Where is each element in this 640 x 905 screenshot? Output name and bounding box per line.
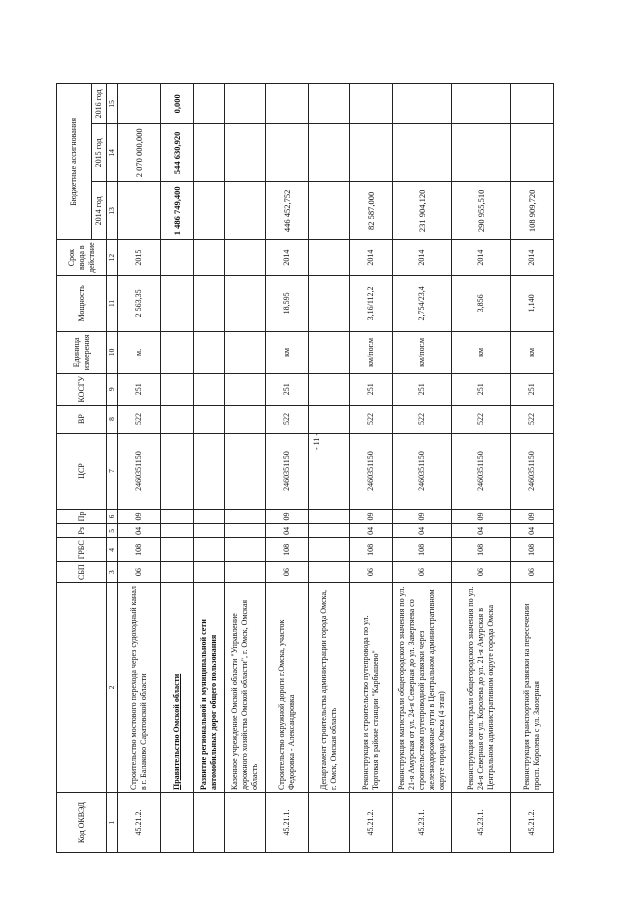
table-row: 45.21.2. Строительство мостового перехода через судоходный канал в г. Балаково Саратовской области 06 108 04 09 2460351150 522 251 м. 2 563,35 2015 2 070 000,000	[118, 84, 161, 853]
col-vr: ВР	[57, 405, 107, 433]
col-csr: ЦСР	[57, 433, 107, 509]
table-row: Развитие региональной и муниципальной сети автомобильных дорог общего пользования	[194, 84, 225, 853]
table-row: 45.23.1. Реконструкция магистрали общегородского значения по ул. 24-я Северная от ул. Королева до ул. 21-я Амурская в Центральном административном округе города Омска 06 108 04 09 2460351150 522 251 км 3,856 2014 290 955,510	[452, 84, 511, 853]
table-row: Казенное учреждение Омской области "Управление дорожного хозяйства Омской области", г. Омск, Омская область	[225, 84, 266, 853]
col-unit: Единица измерения	[57, 331, 107, 373]
col-year-2: 2015 год	[92, 124, 107, 182]
table-row: Департамент строительства администрации города Омска, г. Омск, Омская область	[309, 84, 350, 853]
table-row: 45.21.2. Реконструкция и строительство путепровода по ул. Торговая в районе станции "Карбышево" 06 108 04 09 2460351150 522 251 км/пог.м 3,16/112,2 2014 82 587,000	[350, 84, 393, 853]
table-row: 45.23.1. Реконструкция магистрали общегородского значения по ул. 21-я Амурская от ул. 24-я Северная до ул. Завертяева со строительством путепроводной развязки через железнодорожные пути в Центральном административном округе города Омска (4 этап) 06 108 04 09 2460351150 522 251 км/пог.м 2,754/23,4 2014 231 904,120	[393, 84, 452, 853]
col-rz: Рз	[57, 524, 107, 538]
col-budget: Бюджетные ассигнования	[57, 84, 92, 240]
col-kosgu: КОСГУ	[57, 373, 107, 405]
table-row: 45.21.2. Реконструкция транспортной развязки на пересечении просп. Королева с ул. Заозерная 06 108 04 09 2460351150 522 251 км 1,140 2014 108 909,720	[511, 84, 554, 853]
table-row: Правительство Омской области 1 486 749,400 544 630,920 0,000	[161, 84, 194, 853]
page-number: - 11 -	[312, 432, 322, 451]
col-capacity: Мощность	[57, 275, 107, 331]
column-numbers-row: 1 2 3 4 5 6 7 8 9 10 11 12 13 14 15	[107, 84, 118, 853]
col-sbp: СБП	[57, 562, 107, 583]
col-pr: Пр	[57, 509, 107, 524]
table-row: 45.21.1. Строительство окружной дороги г.Омска, участок Федоровка - Александровка 06 108 04 09 2460351150 522 251 км 18,595 2014 446 452,752	[266, 84, 309, 853]
col-name	[57, 583, 107, 793]
col-year-1: 2014 год	[92, 182, 107, 240]
header-row-1	[57, 84, 92, 853]
col-grbs: ГРБС	[57, 538, 107, 562]
budget-table	[56, 83, 554, 853]
col-okved: Код ОКВЭД	[57, 793, 107, 853]
col-year-3: 2016 год	[92, 84, 107, 124]
col-commissioning: Срок ввода в действие	[57, 240, 107, 276]
